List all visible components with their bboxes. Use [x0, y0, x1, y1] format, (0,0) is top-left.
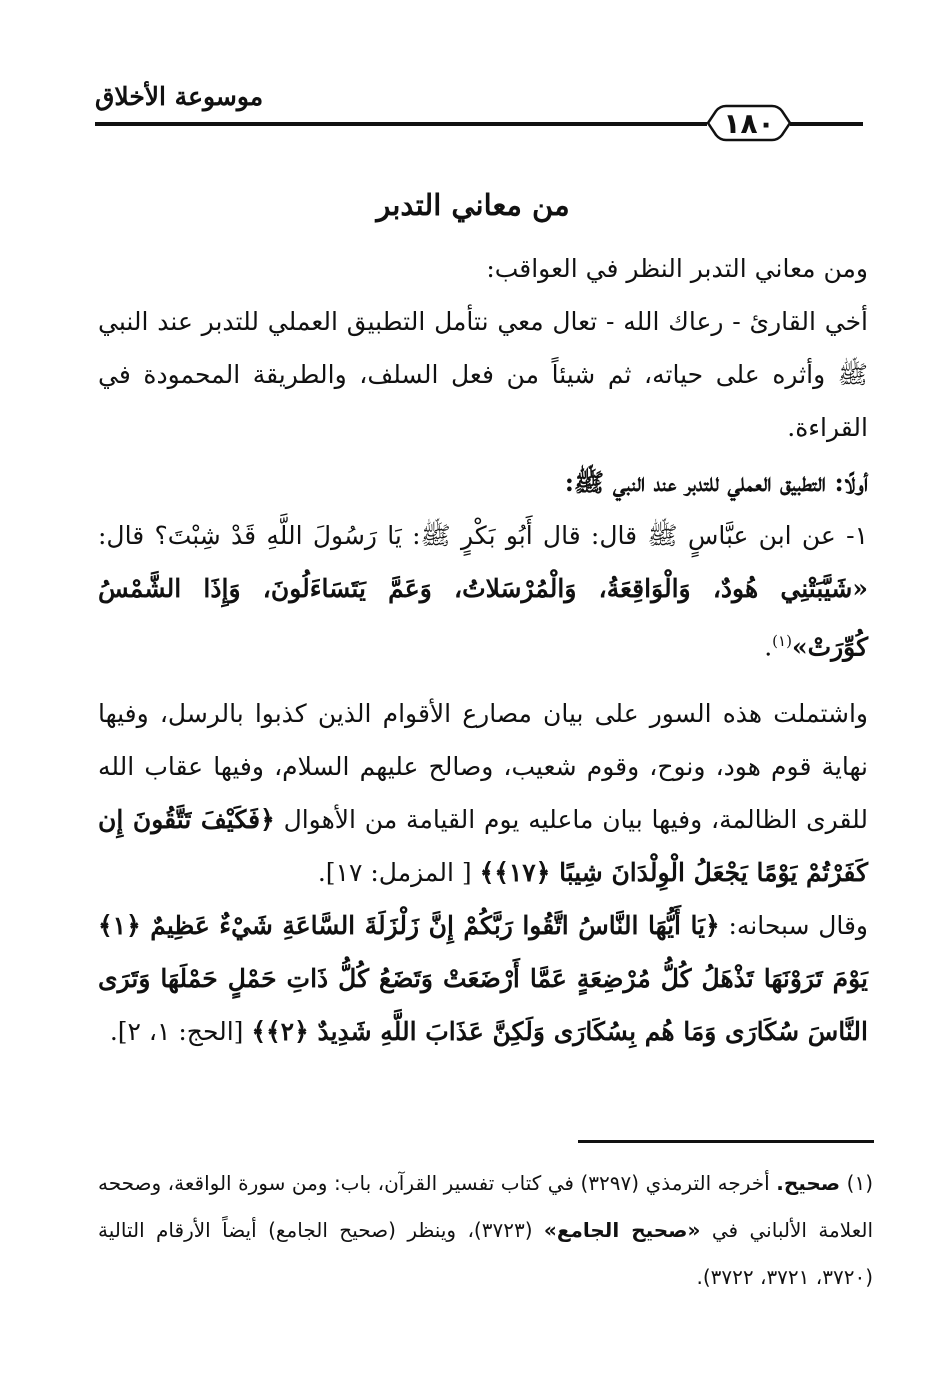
main-text	[98, 242, 868, 1058]
footnote-divider	[578, 1140, 874, 1143]
running-title	[95, 82, 395, 111]
page-number-frame	[706, 103, 792, 143]
quran-verse-hajj: ﴿يَا أَيُّهَا النَّاسُ اتَّقُوا رَبَّكُمْ إِنَّ زَلْزَلَةَ السَّاعَةِ شَيْءٌ عَظِيمٌ ﴿١﴾ يَوْمَ تَرَوْنَهَا تَذْهَلُ كُلُّ مُرْضِعَةٍ عَمَّا أَرْضَعَتْ وَتَضَعُ كُلُّ ذَاتِ حَمْلٍ حَمْلَهَا وَتَرَى النَّاسَ سُكَارَى وَمَا هُم بِسُكَارَى وَلَكِنَّ عَذَابَ اللَّهِ شَدِيدٌ ﴿٢﴾﴾	[98, 911, 868, 1047]
running-title-text: موسوعة الأخلاق	[95, 82, 264, 111]
paragraph-address: أخي القارئ - رعاك الله - تعال معي نتأمل التطبيق العملي للتدبر عند النبي ﷺ وأثره على حياته، ثم شيئاً من فعل السلف، والطريقة المحمودة في القراءة.	[98, 307, 868, 442]
header-rule-right	[95, 122, 707, 126]
paragraph-intro: ومن معاني التدبر النظر في العواقب:	[486, 254, 868, 283]
footnote-text-1: أخرجه الترمذي (٣٢٩٧) في كتاب تفسير القرآن، باب: ومن سورة الواقعة، وصححه العلامة الألباني في	[98, 1171, 873, 1242]
footnotes	[98, 1160, 873, 1301]
footnote-ref: (١)	[772, 632, 792, 650]
paragraph-hajj	[98, 899, 868, 1058]
citation-hajj: [الحج: ١، ٢].	[109, 1017, 244, 1047]
hajj-intro: وقال سبحانه:	[728, 911, 868, 941]
surahs-text: واشتملت هذه السور على بيان مصارع الأقوام الذين كذبوا بالرسل، وفيها نهاية قوم هود، ونوح، وقوم شعيب، وصالح عليهم السلام، وفيها عقاب الله للقرى الظالمة، وفيها بيان ماعليه يوم القيامة من الأهوال	[98, 699, 868, 835]
section-title: من معاني التدبر	[376, 188, 570, 222]
page-number: ١٨٠	[723, 106, 775, 140]
hadith-intro: ١- عن ابن عبَّاسٍ ﷺ قال: قال أَبُو بَكْرٍ ﷺ: يَا رَسُولَ اللَّهِ قَدْ شِبْتَ؟	[154, 521, 868, 550]
footnote-1	[98, 1160, 873, 1301]
header-rule-left	[790, 122, 863, 126]
citation-muzzammil: [ المزمل: ١٧].	[317, 858, 472, 888]
footnote-grade: صحيح.	[776, 1171, 841, 1195]
footnote-text-2: (٣٧٢٣)، وينظر (صحيح الجامع) أيضاً الأرقام التالية (٣٧٢٠، ٣٧٢١، ٣٧٢٢).	[98, 1218, 873, 1289]
footnote-marker: (١)	[846, 1171, 874, 1195]
subheading-first: أولًا: التطبيق العملي للتدبر عند النبي ﷺ:	[564, 468, 868, 497]
paragraph-surahs	[98, 687, 868, 899]
footnote-book: «صحيح الجامع»	[543, 1218, 701, 1242]
hadith-quote: «شَيَّبَتْنِي هُودٌ، وَالْوَاقِعَةُ، وَالْمُرْسَلاتُ، وَعَمَّ يَتَسَاءَلُونَ، وَإِذَا الشَّمْسُ كُوِّرَتْ»	[98, 574, 868, 662]
quran-verse-muzzammil: ﴿فَكَيْفَ تَتَّقُونَ إِن كَفَرْتُمْ يَوْمًا يَجْعَلُ الْوِلْدَانَ شِيبًا ﴿١٧﴾﴾	[98, 805, 868, 888]
hadith-paragraph	[98, 509, 868, 673]
hadith-end: .	[764, 632, 773, 662]
hadith-said: قال:	[98, 521, 145, 550]
